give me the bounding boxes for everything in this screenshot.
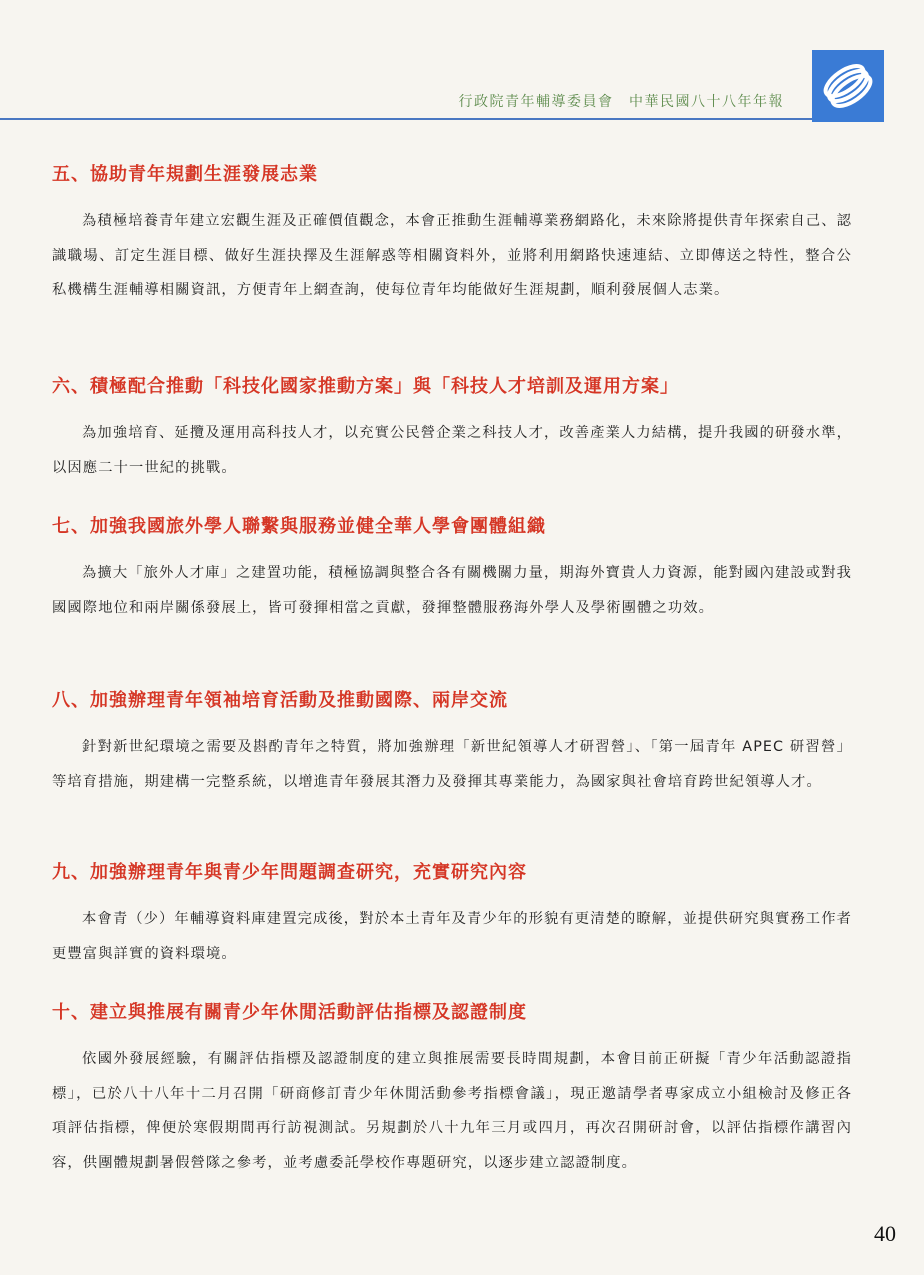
section-7	[52, 512, 852, 625]
header-divider	[0, 118, 812, 120]
section-5	[52, 160, 852, 308]
section-paragraph: 為積極培養青年建立宏觀生涯及正確價值觀念，本會正推動生涯輔導業務網路化，未來除將提供青年探索自己、認識職場、訂定生涯目標、做好生涯抉擇及生涯解惑等相關資料外，並將利用網路快速連結、立即傳送之特性，整合公私機構生涯輔導相關資訊，方便青年上網查詢，使每位青年均能做好生涯規劃，順利發展個人志業。	[52, 213, 852, 298]
section-heading: 十、建立與推展有關青少年休閒活動評估指標及認證制度	[52, 1002, 527, 1023]
section-10	[52, 998, 852, 1180]
section-paragraph: 依國外發展經驗，有關評估指標及認證制度的建立與推展需要長時間規劃，本會目前正研擬「青少年活動認證指標」，已於八十八年十二月召開「研商修訂青少年休閒活動參考指標會議」，現正邀請學者專家成立小組檢討及修正各項評估指標，俾便於寒假期間再行訪視測試。另規劃於八十九年三月或四月，再次召開研討會，以評估指標作講習內容，供團體規劃暑假營隊之參考，並考慮委託學校作專題研究，以逐步建立認證制度。	[52, 1051, 852, 1171]
section-paragraph: 針對新世紀環境之需要及斟酌青年之特質，將加強辦理「新世紀領導人才研習營」、「第一屆青年 APEC 研習營」等培育措施，期建構一完整系統，以增進青年發展其潛力及發揮其專業能力，為國家與社會培育跨世紀領導人才。	[52, 739, 852, 790]
section-9	[52, 858, 852, 971]
section-heading: 七、加強我國旅外學人聯繫與服務並健全華人學會團體組織	[52, 516, 546, 537]
section-heading: 六、積極配合推動「科技化國家推動方案」與「科技人才培訓及運用方案」	[52, 376, 679, 397]
section-paragraph: 為擴大「旅外人才庫」之建置功能，積極協調與整合各有關機關力量，期海外寶貴人力資源，能對國內建設或對我國國際地位和兩岸關係發展上，皆可發揮相當之貢獻，發揮整體服務海外學人及學術團體之功效。	[52, 565, 852, 616]
section-6	[52, 372, 852, 485]
section-heading: 五、協助青年規劃生涯發展志業	[52, 164, 318, 185]
interlocking-rings-logo-icon	[812, 50, 884, 122]
section-paragraph: 本會青（少）年輔導資料庫建置完成後，對於本土青年及青少年的形貌有更清楚的瞭解，並提供研究與實務工作者更豐富與詳實的資料環境。	[52, 911, 852, 962]
section-8	[52, 686, 852, 799]
report-header-title: 行政院青年輔導委員會 中華民國八十八年年報	[458, 94, 784, 110]
section-heading: 八、加強辦理青年領袖培育活動及推動國際、兩岸交流	[52, 690, 508, 711]
section-paragraph: 為加強培育、延攬及運用高科技人才，以充實公民營企業之科技人才，改善產業人力結構，提升我國的研發水準，以因應二十一世紀的挑戰。	[52, 425, 852, 476]
page-number: 40	[874, 1221, 896, 1246]
section-heading: 九、加強辦理青年與青少年問題調查研究，充實研究內容	[52, 862, 527, 883]
